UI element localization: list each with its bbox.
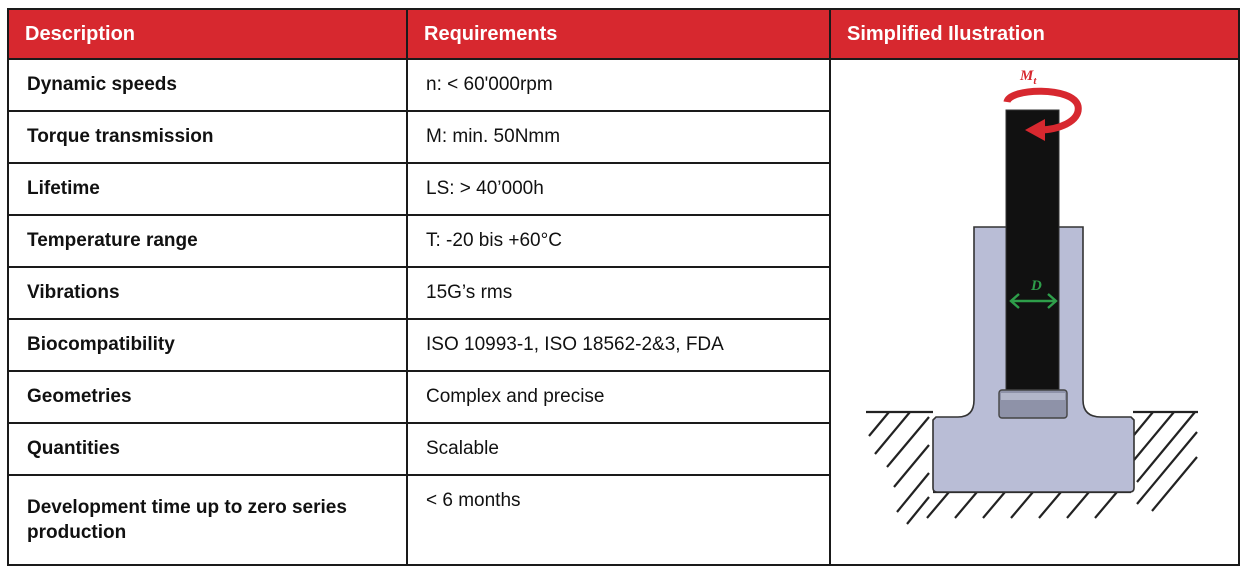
header-row xyxy=(8,9,1239,59)
requirements-table xyxy=(7,8,1240,566)
row-requirement: Scalable xyxy=(407,423,830,475)
header-requirements: Requirements xyxy=(407,9,830,59)
row-requirement: Complex and precise xyxy=(407,371,830,423)
row-description: Dynamic speeds xyxy=(8,59,407,111)
ground-hatch-right xyxy=(1133,412,1198,511)
shaft-illustration xyxy=(831,60,1236,555)
row-requirement: n: < 60'000rpm xyxy=(407,59,830,111)
row-requirement: ISO 10993-1, ISO 18562-2&3, FDA xyxy=(407,319,830,371)
row-description: Vibrations xyxy=(8,267,407,319)
row-requirement: M: min. 50Nmm xyxy=(407,111,830,163)
torque-label: $M_t$ xyxy=(1020,68,1037,87)
diameter-label: D xyxy=(1031,278,1042,294)
row-description: Quantities xyxy=(8,423,407,475)
row-description: Lifetime xyxy=(8,163,407,215)
ground-hatch-left xyxy=(866,412,933,524)
collar-highlight xyxy=(1001,393,1065,400)
ground-hatch-bottom xyxy=(927,492,1131,518)
header-description: Description xyxy=(8,9,407,59)
shaft xyxy=(1006,110,1059,393)
row-description: Biocompatibility xyxy=(8,319,407,371)
row-description: Development time up to zero series production xyxy=(8,475,407,565)
table-row xyxy=(8,59,1239,111)
row-description: Geometries xyxy=(8,371,407,423)
illustration-cell xyxy=(830,59,1239,565)
row-requirement: T: -20 bis +60°C xyxy=(407,215,830,267)
row-requirement: LS: > 40’000h xyxy=(407,163,830,215)
row-description: Temperature range xyxy=(8,215,407,267)
row-requirement: 15G’s rms xyxy=(407,267,830,319)
header-illustration: Simplified Ilustration xyxy=(830,9,1239,59)
row-description: Torque transmission xyxy=(8,111,407,163)
row-requirement: < 6 months xyxy=(407,475,830,565)
